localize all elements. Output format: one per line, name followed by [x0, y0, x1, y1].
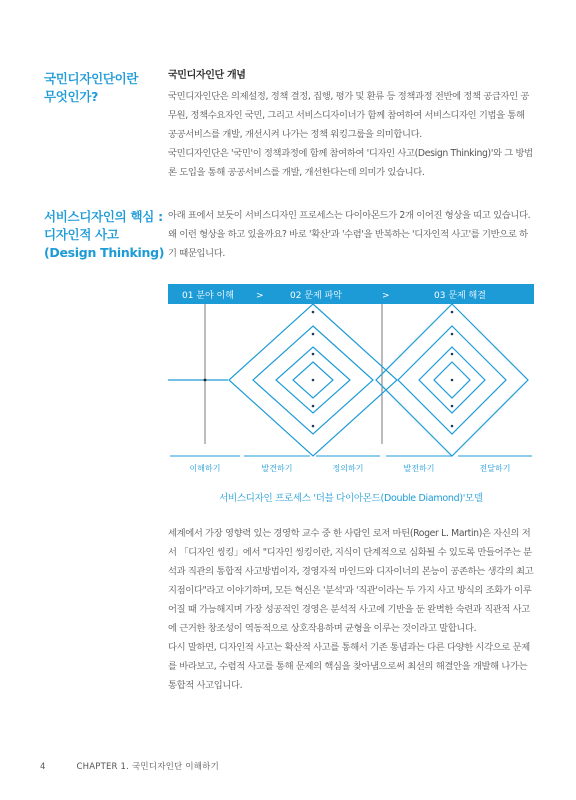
page-number: 4: [40, 762, 46, 772]
double-diamond-diagram: [168, 284, 534, 484]
explanation-paragraph-2: 다시 말하면, 디자인적 사고는 확산적 사고를 통해서 기존 통념과는 다른 다양한 시각으로 문제를 바라보고, 수렴적 사고를 통해 문제의 핵심을 찾아냄으로써 최선의 해결안을 개발해 나가는 통합적 사고입니다.: [168, 642, 530, 691]
stage-label-2: 02 문제 파악: [290, 291, 342, 301]
phase-label-discover: 발견하기: [261, 464, 293, 473]
definition-paragraph-2: 국민디자인단은 '국민'이 정책과정에 함께 참여하여 '디자인 사고(Design Thinking)'와 그 방법론 도입을 통해 공공서비스를 개발, 개선한다는데 의미가 있습니다.: [168, 148, 533, 178]
phase-label-deliver: 전달하기: [479, 464, 511, 473]
design-thinking-explanation: [168, 524, 534, 695]
definition-paragraph-1: 국민디자인단은 의제설정, 정책 결정, 집행, 평가 및 환류 등 정책과정 전반에 정책 공급자인 공무원, 정책수요자인 국민, 그리고 서비스디자이너가 함께 참여하여 서비스디자인 기법을 통해 공공서비스를 개발, 개선시켜 나가는 정책 워킹그룹을 의미합니다.: [168, 91, 530, 140]
stage-label-1: 01 분야 이해: [182, 291, 234, 301]
diagram-caption: 서비스디자인 프로세스 '더블 다이아몬드(Double Diamond)'모델: [219, 493, 483, 504]
page-footer: [40, 760, 219, 772]
phase-label-define: 정의하기: [332, 464, 364, 473]
double-diamond-svg: [168, 284, 534, 484]
section-title-design-thinking: 서비스디자인의 핵심 : 디자인적 사고 (Design Thinking): [44, 209, 165, 260]
phase-label-develop: 발전하기: [403, 464, 435, 473]
section-definition: [168, 66, 534, 182]
stage-arrow-1: >: [256, 291, 264, 301]
stage-arrow-2: >: [382, 291, 390, 301]
design-thinking-intro: 아래 표에서 보듯이 서비스디자인 프로세스는 다이아몬드가 2개 이어진 형상을 띠고 있습니다. 왜 이런 형상을 하고 있을까요? 바로 '확산'과 '수렴'을 반복하는 '디자인적 사고'를 기반으로 하기 때문입니다.: [168, 210, 531, 259]
definition-subhead: 국민디자인단 개념: [168, 70, 246, 81]
phase-label-understand: 이해하기: [189, 464, 221, 473]
chapter-label: CHAPTER 1. 국민디자인단 이해하기: [76, 762, 219, 772]
stage-label-3: 03 문제 해결: [434, 291, 486, 301]
entry-dot: [204, 379, 207, 382]
diamond-dots: [312, 311, 454, 428]
section-title-what-is: 국민디자인단이란 무엇인가?: [44, 71, 139, 104]
explanation-paragraph-1: 세계에서 가장 영향력 있는 경영학 교수 중 한 사람인 로저 마틴(Roger L. Martin)은 자신의 저서 「디자인 씽킹」에서 "디자인 씽킹이란, 지식이 단계적으로 심화될 수 있도록 만들어주는 분석과 직관의 통합적 사고방법이자, 경영자적 마인드와 디자이너의 본능이 공존하는 생각의 최고 지점이다"라고 이야기하며, 모든 혁신은 '분석'과 '직관'이라는 두 가지 사고 방식의 조화가 이루어질 때 가능해지며 가장 성공적인 경영은 분석적 사고에 기반을 둔 완벽한 숙련과 직관적 사고에 근거한 창조성이 역동적으로 상호작용하며 균형을 이루는 것이라고 말합니다.: [168, 528, 534, 634]
